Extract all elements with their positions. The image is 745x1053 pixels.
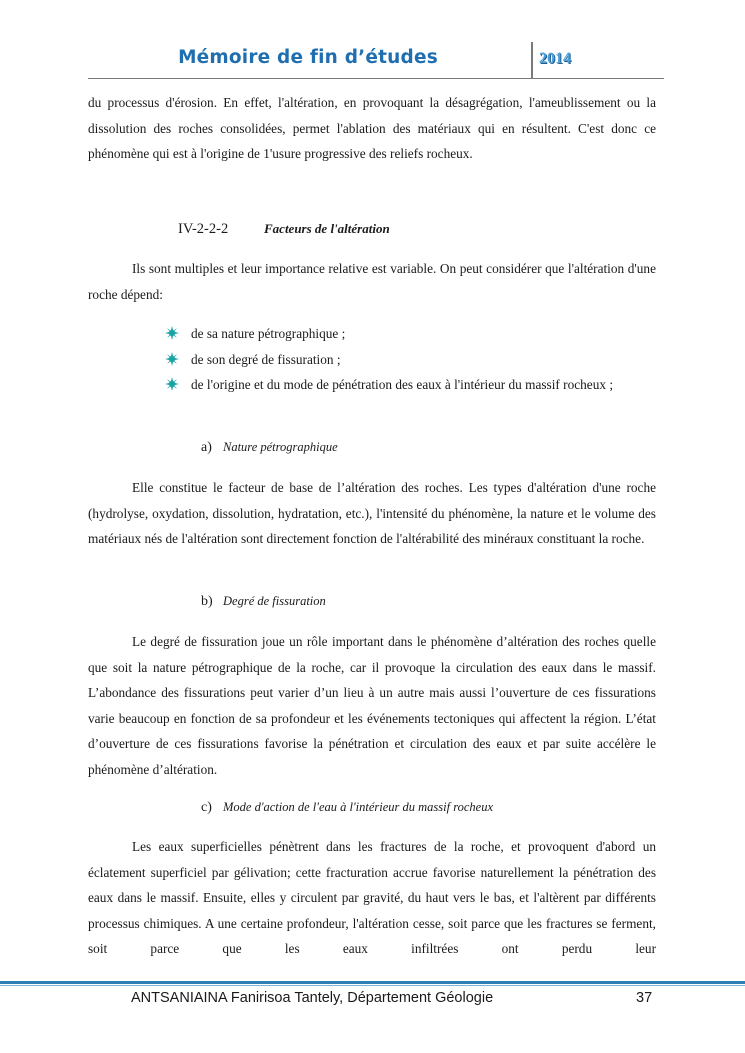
- factors-block: [88, 256, 656, 307]
- subsection-title: Facteurs de l'altération: [264, 221, 390, 236]
- footer-rule-thin: [0, 985, 745, 986]
- section-a-block: [88, 475, 656, 552]
- list-item: [165, 321, 656, 347]
- section-c-block: [88, 834, 656, 962]
- section-b-heading: [201, 594, 326, 610]
- page-header: [88, 42, 664, 79]
- header-title: Mémoire de fin d’études: [178, 47, 438, 68]
- list-item-text: de l'origine et du mode de pénétration des eaux à l'intérieur du massif rocheux ;: [191, 377, 614, 393]
- header-separator: [531, 42, 533, 78]
- subsection-heading: [178, 221, 390, 238]
- subsection-number: IV-2-2-2: [178, 221, 229, 237]
- page-number: 37: [636, 990, 653, 1006]
- intro-block: [88, 90, 656, 167]
- section-a-heading: [201, 440, 338, 456]
- star-bullet-icon: [165, 377, 179, 391]
- list-item: [165, 347, 656, 373]
- list-item-text: de sa nature pétrographique ;: [191, 326, 346, 341]
- section-c-paragraph: Les eaux superficielles pénètrent dans les fractures de la roche, et provoquent d'abord un éclatement superficiel par gélivation; cette fracturation accrue favorise naturellement la pénétration des eaux dans le massif. Ensuite, elles y circulent par gravité, du haut vers le bas, et l'altèrent par différents processus chimiques. A une certaine profondeur, l'altération cesse, soit parce que les fractures se ferment, soit parce que les eaux infiltrées ont perdu leur: [88, 839, 656, 957]
- intro-paragraph: du processus d'érosion. En effet, l'altération, en provoquant la désagrégation, l'ameublissement ou la dissolution des roches consolidées, permet l'ablation des matériaux qui en résultent. C'est donc ce phénomène qui est à l'origine de 1'usure progressive des reliefs rocheux.: [88, 95, 656, 162]
- section-b-title: Degré de fissuration: [223, 594, 326, 608]
- section-a-title: Nature pétrographique: [223, 440, 338, 454]
- list-item: [165, 372, 656, 398]
- factor-list: [165, 321, 656, 398]
- section-b-letter: b): [201, 594, 213, 609]
- factors-paragraph: Ils sont multiples et leur importance relative est variable. On peut considérer que l'altération d'une roche dépend:: [88, 261, 656, 302]
- footer-author: ANTSANIAINA Fanirisoa Tantely, Département Géologie: [131, 990, 494, 1006]
- footer-rule: [0, 981, 745, 984]
- header-rule: [88, 78, 664, 79]
- star-bullet-icon: [165, 352, 179, 366]
- section-c-heading: [201, 800, 493, 816]
- star-bullet-icon: [165, 326, 179, 340]
- section-b-paragraph: Le degré de fissuration joue un rôle important dans le phénomène d’altération des roches quelle que soit la nature pétrographique de la roche, car il provoque la circulation des eaux dans le massif. L’abondance des fissurations peut varier d’un lieu à un autre mais aussi l’ouverture de ces fissurations varie beaucoup en fonction de sa profondeur et les événements tectoniques qui affectent la région. L’état d’ouverture de ces fissurations favorise la pénétration et circulation des eaux et par suite accélère le phénomène d’altération.: [88, 634, 656, 777]
- header-year: 2014: [539, 50, 571, 67]
- section-a-letter: a): [201, 440, 212, 455]
- section-b-block: [88, 629, 656, 783]
- section-c-letter: c): [201, 800, 212, 815]
- section-a-paragraph: Elle constitue le facteur de base de l’altération des roches. Les types d'altération d'une roche (hydrolyse, oxydation, dissolution, hydratation, etc.), l'intensité du phénomène, la nature et le volume des matériaux nés de l'altération sont directement fonction de l'altérabilité des minéraux constituant la roche.: [88, 480, 656, 547]
- section-c-title: Mode d'action de l'eau à l'intérieur du massif rocheux: [223, 800, 494, 814]
- list-item-text: de son degré de fissuration ;: [191, 351, 341, 367]
